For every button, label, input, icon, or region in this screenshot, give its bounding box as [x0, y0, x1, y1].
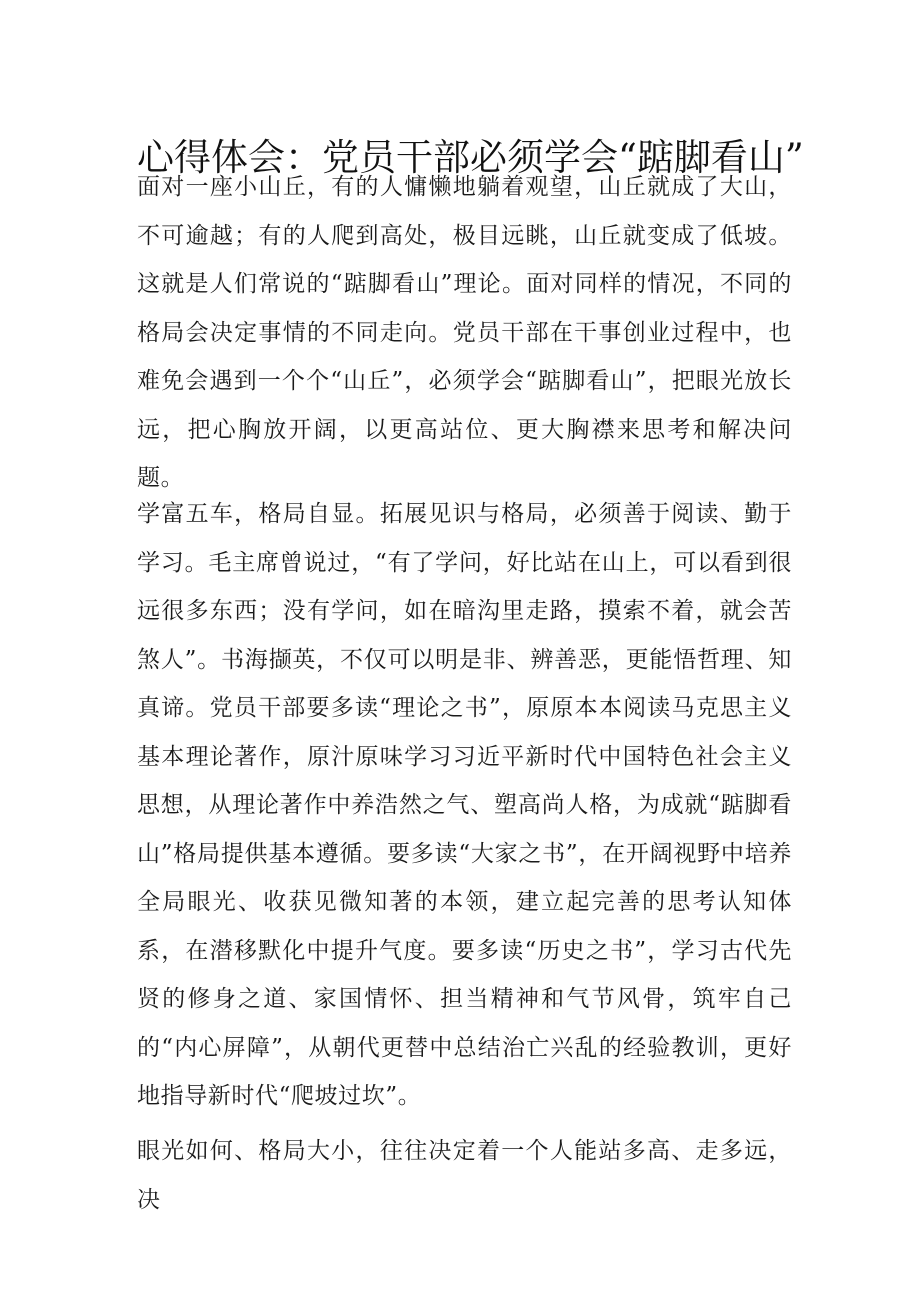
- document-title: 心得体会：党员干部必须学会“踮脚看山”: [137, 136, 804, 179]
- paragraph-3: 眼光如何、格局大小，往往决定着一个人能站多高、走多远，决: [137, 1138, 792, 1213]
- paragraph-2: 学富五车，格局自显。拓展见识与格局，必须善于阅读、勤于学习。毛主席曾说过，“有了学问，好比站在山上，可以看到很远很多东西；没有学问，如在暗沟里走路，摸索不着，就会苦煞人”。书海撷英，不仅可以明是非、辨善恶，更能悟哲理、知真谛。党员干部要多读“理论之书”，原原本本阅读马克思主义基本理论著作，原汁原味学习习近平新时代中国特色社会主义思想，从理论著作中养浩然之气、塑高尚人格，为成就“踮脚看山”格局提供基本遵循。要多读“大家之书”，在开阔视野中培养全局眼光、收获见微知著的本领，建立起完善的思考认知体系，在潜移默化中提升气度。要多读“历史之书”，学习古代先贤的修身之道、家国情怀、担当精神和气节风骨，筑牢自己的“内心屏障”，从朝代更替中总结治亡兴乱的经验教训，更好地指导新时代“爬坡过坎”。: [137, 501, 792, 1109]
- paragraph-1: 面对一座小山丘，有的人慵懒地躺着观望，山丘就成了大山，不可逾越；有的人爬到高处，极目远眺，山丘就变成了低坡。这就是人们常说的“踮脚看山”理论。面对同样的情况，不同的格局会决定事情的不同走向。党员干部在干事创业过程中，也难免会遇到一个个“山丘”，必须学会“踮脚看山”，把眼光放长远，把心胸放开阔，以更高站位、更大胸襟来思考和解决问题。: [137, 174, 792, 491]
